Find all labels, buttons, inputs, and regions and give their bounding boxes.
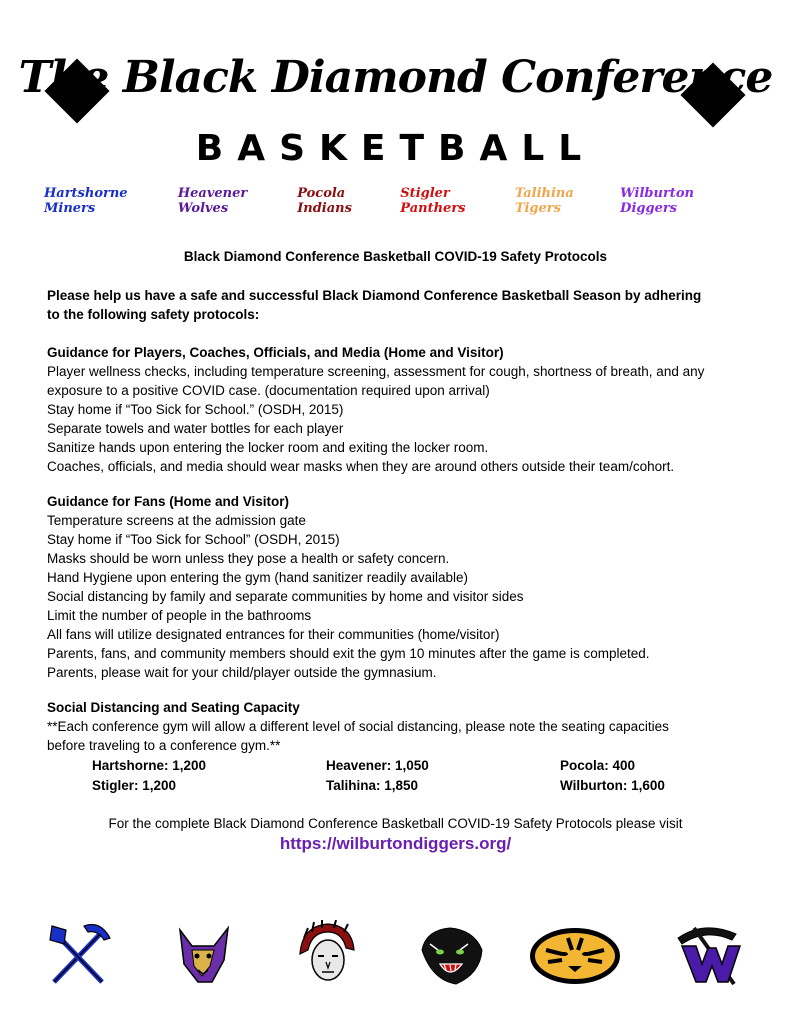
capacity-cell: Wilburton: 1,600: [560, 778, 665, 793]
section-line: Temperature screens at the admission gate: [47, 513, 306, 528]
section-line: Masks should be worn unless they pose a health or safety concern.: [47, 551, 450, 566]
section-line: Coaches, officials, and media should wear masks when they are around others outside their team/cohort.: [47, 459, 675, 474]
website-link[interactable]: https://wilburtondiggers.org/: [279, 834, 512, 853]
section-line: exposure to a positive COVID case. (documentation required upon arrival): [47, 383, 490, 398]
wolf-icon: [168, 920, 238, 990]
capacity-cell: Stigler: 1,200: [92, 778, 177, 793]
pickaxe-shovel-icon: [44, 920, 114, 990]
section-line: Sanitize hands upon entering the locker room and exiting the locker room.: [47, 440, 489, 455]
capacity-note: before traveling to a conference gym.**: [47, 738, 281, 753]
w-pickaxe-icon: [674, 920, 744, 990]
capacity-cell: Heavener: 1,050: [326, 758, 429, 773]
section-heading: Social Distancing and Seating Capacity: [47, 700, 300, 715]
section-heading: Guidance for Players, Coaches, Officials, and Media (Home and Visitor): [47, 345, 504, 360]
capacity-row: [92, 778, 712, 798]
capacity-table: [92, 758, 712, 798]
section-line: Social distancing by family and separate communities by home and visitor sides: [47, 589, 524, 604]
page-title: The Black Diamond Conference: [18, 52, 773, 103]
capacity-row: [92, 758, 712, 778]
team-name: Stigler Panthers: [400, 186, 466, 216]
document-heading: Black Diamond Conference Basketball COVID-19 Safety Protocols: [183, 249, 608, 264]
section-line: Stay home if “Too Sick for School.” (OSDH, 2015): [47, 402, 344, 417]
section-line: Stay home if “Too Sick for School” (OSDH, 2015): [47, 532, 340, 547]
team-list: [44, 186, 750, 216]
section-line: All fans will utilize designated entrances for their communities (home/visitor): [47, 627, 500, 642]
capacity-cell: Pocola: 400: [560, 758, 636, 773]
indian-head-icon: [292, 920, 362, 990]
section-line: Hand Hygiene upon entering the gym (hand sanitizer readily available): [47, 570, 468, 585]
team-name: Hartshorne Miners: [44, 186, 128, 216]
section-line: Parents, please wait for your child/player outside the gymnasium.: [47, 665, 437, 680]
logo-row: [44, 920, 748, 1000]
section-heading: Guidance for Fans (Home and Visitor): [47, 494, 290, 509]
tiger-icon: [528, 920, 622, 990]
team-name: Wilburton Diggers: [620, 186, 694, 216]
team-name: Pocola Indians: [297, 186, 352, 216]
team-name: Talihina Tigers: [514, 186, 574, 216]
section-capacity: [47, 698, 747, 755]
section-line: Player wellness checks, including temperature screening, assessment for cough, shortness of breath, and any: [47, 364, 705, 379]
section-players: [47, 343, 747, 476]
panther-icon: [416, 920, 486, 990]
capacity-note: **Each conference gym will allow a different level of social distancing, please note the seating capacities: [47, 719, 669, 734]
intro-line: to the following safety protocols:: [47, 307, 260, 322]
section-line: Limit the number of people in the bathrooms: [47, 608, 312, 623]
footer-text: For the complete Black Diamond Conference Basketball COVID-19 Safety Protocols please visit: [108, 816, 683, 831]
intro-paragraph: [47, 286, 747, 324]
section-line: Separate towels and water bottles for each player: [47, 421, 344, 436]
capacity-cell: Talihina: 1,850: [326, 778, 419, 793]
section-line: Parents, fans, and community members should exit the gym 10 minutes after the game is completed.: [47, 646, 650, 661]
section-fans: [47, 492, 747, 682]
page-subtitle: BASKETBALL: [195, 128, 596, 169]
team-name: Heavener Wolves: [177, 186, 248, 216]
intro-line: Please help us have a safe and successful Black Diamond Conference Basketball Season by adhering: [47, 288, 702, 303]
capacity-cell: Hartshorne: 1,200: [92, 758, 207, 773]
